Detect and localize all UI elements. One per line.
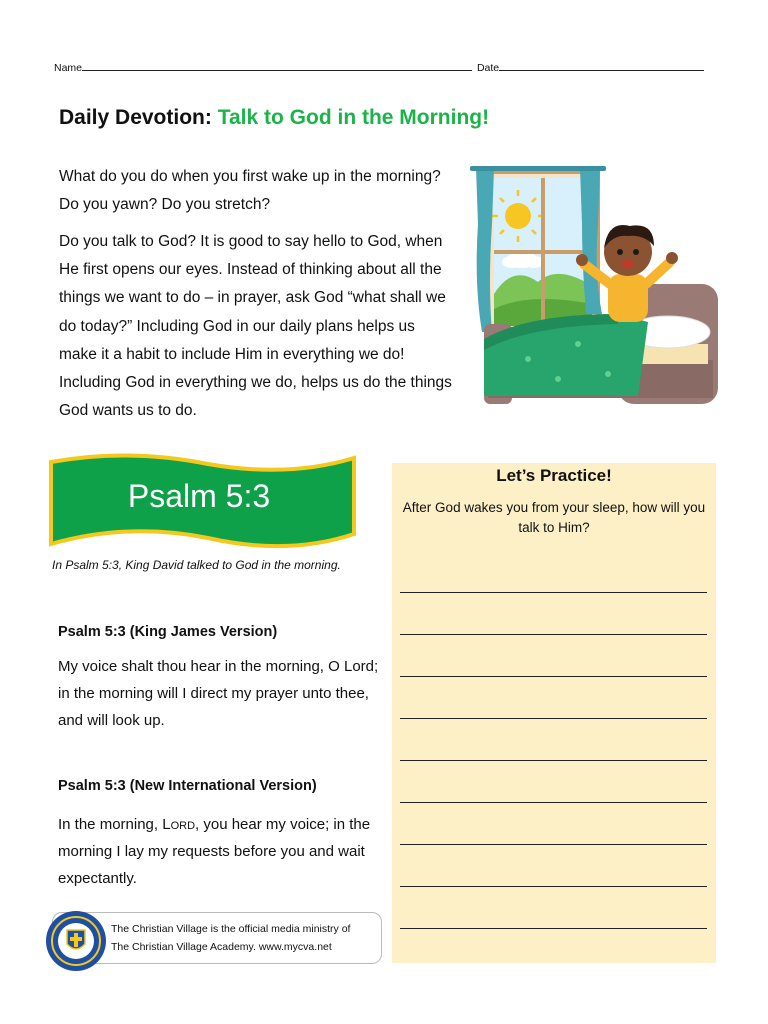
niv-verse <box>58 811 393 892</box>
title-prefix: Daily Devotion: <box>59 106 218 129</box>
niv-verse-part-2: , you hear my voice; in the morning I lay my requests before you and wait expectantly. <box>58 816 371 887</box>
banner-title: Psalm 5:3 <box>127 478 271 514</box>
page-title <box>59 106 489 130</box>
name-blank[interactable] <box>82 59 472 71</box>
date-label: Date <box>476 62 500 74</box>
answer-line[interactable] <box>400 592 707 593</box>
kjv-verse: My voice shalt thou hear in the morning, O Lord; in the morning will I direct my prayer unto thee, and will look up. <box>58 658 379 729</box>
name-label: Name <box>54 62 83 74</box>
niv-title: Psalm 5:3 (New International Version) <box>58 778 317 794</box>
answer-line[interactable] <box>400 760 707 761</box>
answer-line[interactable] <box>400 634 707 635</box>
answer-line[interactable] <box>400 718 707 719</box>
answer-line[interactable] <box>400 802 707 803</box>
practice-title: Let’s Practice! <box>496 466 612 485</box>
footer-line-1: The Christian Village is the official media ministry of <box>111 923 351 935</box>
date-blank[interactable] <box>499 59 704 71</box>
christian-village-academy-seal-icon <box>45 910 107 972</box>
niv-verse-part-1: In the morning, <box>58 816 163 833</box>
answer-line[interactable] <box>400 928 707 929</box>
title-highlight: Talk to God in the Morning! <box>217 106 490 129</box>
practice-question: After God wakes you from your sleep, how will you talk to Him? <box>402 500 706 535</box>
kjv-title: Psalm 5:3 (King James Version) <box>58 624 278 640</box>
answer-line[interactable] <box>400 886 707 887</box>
niv-verse-lord: Lord <box>162 816 196 833</box>
name-date-line <box>54 59 714 74</box>
practice-box <box>392 463 716 963</box>
answer-line[interactable] <box>400 844 707 845</box>
answer-line[interactable] <box>400 676 707 677</box>
footer-text <box>111 920 350 956</box>
footer-line-2: The Christian Village Academy. www.mycva.net <box>111 941 332 953</box>
intro-paragraph-2: Do you talk to God? It is good to say hello to God, when He first opens our eyes. Instead of thinking about all the things we want to do – in prayer, ask God “what shall we do today?” Including God in our daily plans helps us make it a habit to include Him in everything we do! Including God in everything we do, helps us do the things God wants us to do. <box>59 233 452 420</box>
banner-caption: In Psalm 5:3, King David talked to God in the morning. <box>52 558 341 572</box>
boy-waking-up-in-bed-illustration <box>468 164 722 420</box>
intro-paragraph-1: What do you do when you first wake up in the morning? Do you yawn? Do you stretch? <box>59 168 441 214</box>
